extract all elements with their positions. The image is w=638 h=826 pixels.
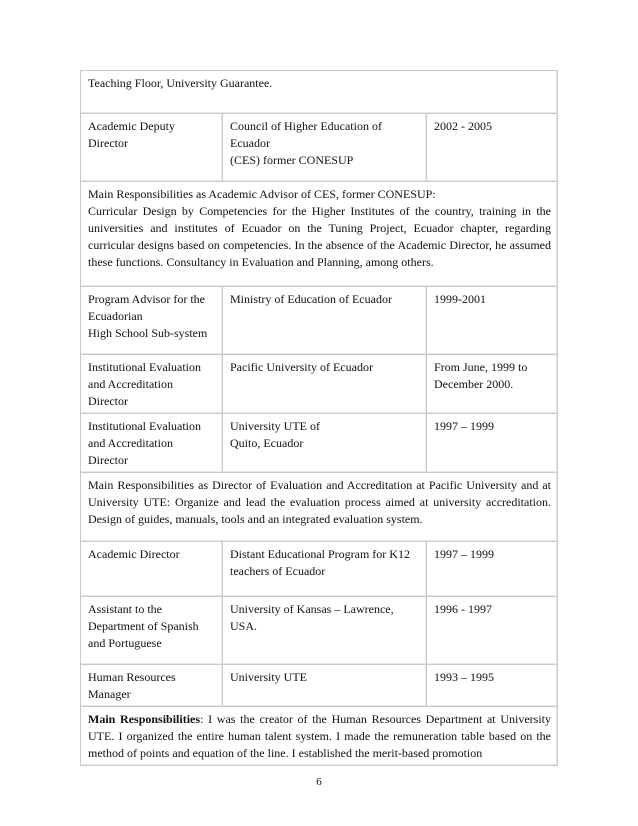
period-cell: 1996 - 1997	[427, 597, 558, 665]
table-row	[81, 414, 558, 473]
continued-text: Teaching Floor, University Guarantee.	[81, 71, 558, 114]
position-cell: Academic Deputy Director	[81, 114, 223, 182]
period-cell: 1993 – 1995	[427, 665, 558, 707]
table-row	[81, 182, 558, 287]
period-cell: 1997 – 1999	[427, 542, 558, 597]
period-cell: 2002 - 2005	[427, 114, 558, 182]
table-row	[81, 355, 558, 414]
table-row	[81, 597, 558, 665]
table-row	[81, 287, 558, 355]
table-row	[81, 473, 558, 542]
responsibilities-cell: Main Responsibilities as Academic Advisor of CES, former CONESUP: Curricular Design by Competencies for the Higher Institutes of the country, training in the universities and institutes of Ecuador on the Tuning Project, Ecuador chapter, regarding curricular designs based on competencies. In the absence of the Academic Director, he assumed these functions. Consultancy in Evaluation and Planning, among others.	[81, 182, 558, 287]
table-row	[81, 707, 558, 766]
period-cell: From June, 1999 to December 2000.	[427, 355, 558, 414]
responsibilities-label: Main Responsibilities	[88, 712, 201, 726]
institution-cell: University UTE	[223, 665, 427, 707]
position-cell: Assistant to the Department of Spanish and Portuguese	[81, 597, 223, 665]
responsibilities-cell: Main Responsibilities as Director of Evaluation and Accreditation at Pacific University and at University UTE: Organize and lead the evaluation process aimed at university accreditation. Design of guides, manuals, tools and an integrated evaluation system.	[81, 473, 558, 542]
institution-cell: Distant Educational Program for K12 teachers of Ecuador	[223, 542, 427, 597]
position-cell: Human Resources Manager	[81, 665, 223, 707]
institution-cell: Council of Higher Education of Ecuador (CES) former CONESUP	[223, 114, 427, 182]
responsibilities-text: : I was the creator of the Human Resources Department at University UTE. I organized the entire human talent system. I made the remuneration table based on the method of points and equation of the line. I established the merit-based promotion	[88, 712, 552, 760]
period-cell: 1997 – 1999	[427, 414, 558, 473]
page-number: 6	[316, 776, 322, 788]
institution-cell: Pacific University of Ecuador	[223, 355, 427, 414]
position-cell: Institutional Evaluation and Accreditation Director	[81, 355, 223, 414]
experience-table	[80, 70, 558, 766]
position-cell: Institutional Evaluation and Accreditation Director	[81, 414, 223, 473]
position-cell: Academic Director	[81, 542, 223, 597]
institution-cell: University of Kansas – Lawrence, USA.	[223, 597, 427, 665]
period-cell: 1999-2001	[427, 287, 558, 355]
responsibilities-cell	[81, 707, 558, 766]
position-cell: Program Advisor for the Ecuadorian High School Sub-system	[81, 287, 223, 355]
institution-cell: University UTE of Quito, Ecuador	[223, 414, 427, 473]
table-row	[81, 665, 558, 707]
institution-cell: Ministry of Education of Ecuador	[223, 287, 427, 355]
table-row	[81, 114, 558, 182]
table-row	[81, 71, 558, 114]
table-row	[81, 542, 558, 597]
